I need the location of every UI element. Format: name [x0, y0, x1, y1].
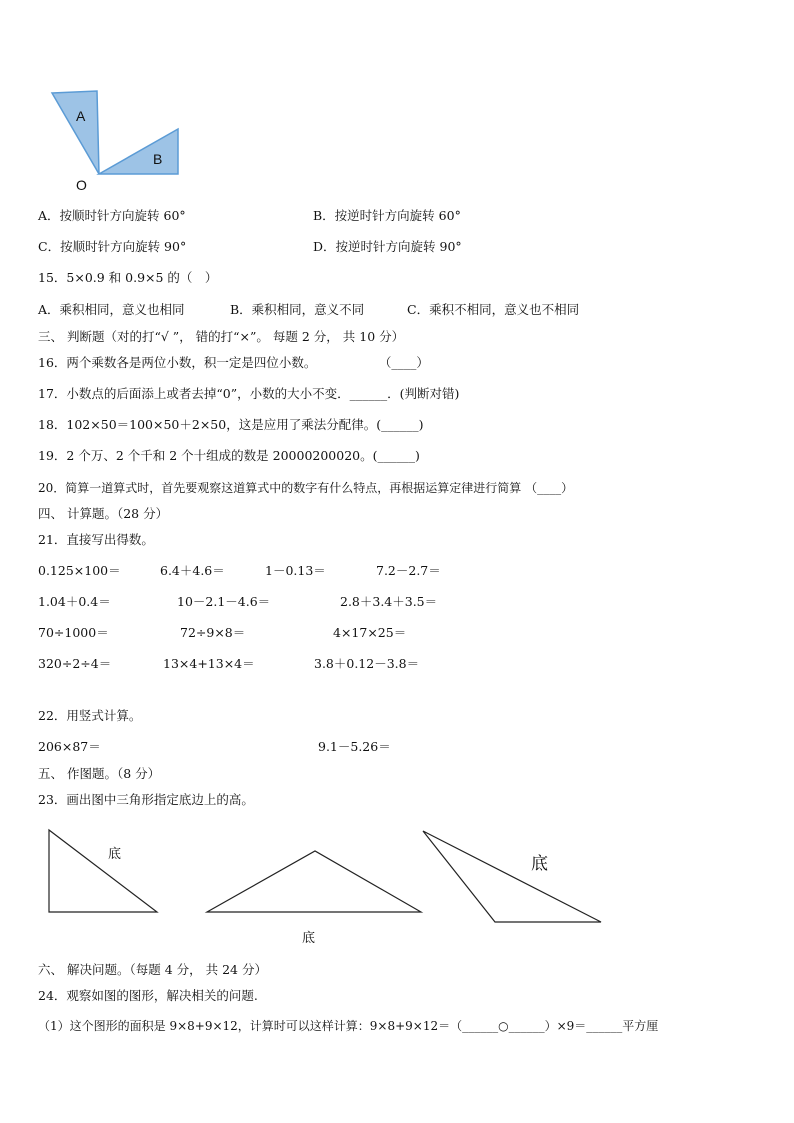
- section6-heading: 六、 解决问题。（每题 4 分， 共 24 分）: [38, 962, 267, 977]
- q17: 17．小数点的后面添上或者去掉“0”，小数的大小不变．______．(判断对错): [38, 386, 460, 401]
- calc-item: 0.125×100＝: [38, 563, 121, 578]
- q18: 18．102×50＝100×50＋2×50，这是应用了乘法分配律。(______): [38, 417, 424, 432]
- calc-item: 1－0.13＝: [265, 563, 326, 578]
- triangle-b: [99, 129, 178, 174]
- calc-item: 72÷9×8＝: [180, 625, 246, 640]
- q20: 20．简算一道算式时，首先要观察这道算式中的数字有什么特点，再根据运算定律进行简算 （____）: [38, 481, 574, 495]
- q23: 23．画出图中三角形指定底边上的高。: [38, 792, 254, 807]
- base-label-3: 底: [531, 854, 548, 874]
- q22-item: 9.1－5.26＝: [318, 739, 391, 754]
- q15-option-c: C．乘积不相同，意义也不相同: [407, 302, 580, 317]
- q22: 22．用竖式计算。: [38, 708, 142, 723]
- q22-item: 206×87＝: [38, 739, 101, 754]
- calc-item: 70÷1000＝: [38, 625, 109, 640]
- triangles-figure: [40, 822, 610, 932]
- q15-stem: 15．5×0.9 和 0.9×5 的（ ）: [38, 270, 218, 285]
- calc-item: 13×4+13×4＝: [163, 656, 255, 671]
- q19: 19．2 个万、2 个千和 2 个十组成的数是 20000200020。(______): [38, 448, 420, 463]
- section5-heading: 五、 作图题。（8 分）: [38, 766, 161, 781]
- label-b: B: [153, 151, 163, 167]
- q15-option-b: B．乘积相同，意义不同: [230, 302, 365, 317]
- label-a: A: [76, 108, 86, 124]
- q16: 16．两个乘数各是两位小数，积一定是四位小数。 （____）: [38, 355, 429, 370]
- calc-item: 7.2－2.7＝: [376, 563, 441, 578]
- calc-item: 2.8＋3.4＋3.5＝: [340, 594, 438, 609]
- calc-item: 320÷2÷4＝: [38, 656, 112, 671]
- slanted-triangle: [423, 831, 601, 922]
- q14-option-d: D．按逆时针方向旋转 90°: [313, 239, 462, 254]
- triangle-a: [52, 91, 99, 174]
- q21: 21．直接写出得数。: [38, 532, 154, 547]
- q14-option-b: B．按逆时针方向旋转 60°: [313, 208, 461, 223]
- section3-heading: 三、 判断题（对的打“√ ”， 错的打“×”。 每题 2 分， 共 10 分）: [38, 329, 405, 344]
- q14-option-a: A．按顺时针方向旋转 60°: [38, 208, 186, 223]
- q24: 24．观察如图的图形，解决相关的问题.: [38, 988, 258, 1003]
- base-label-1: 底: [108, 847, 122, 862]
- calc-item: 10－2.1－4.6＝: [177, 594, 271, 609]
- base-label-2: 底: [302, 931, 316, 946]
- right-triangle: [49, 830, 157, 912]
- calc-item: 1.04＋0.4＝: [38, 594, 111, 609]
- calc-item: 3.8＋0.12－3.8＝: [314, 656, 420, 671]
- q14-option-c: C．按顺时针方向旋转 90°: [38, 239, 187, 254]
- q15-option-a: A．乘积相同，意义也相同: [38, 302, 185, 317]
- calc-item: 6.4＋4.6＝: [160, 563, 225, 578]
- calc-item: 4×17×25＝: [333, 625, 407, 640]
- q24-part1: （1）这个图形的面积是 9×8+9×12，计算时可以这样计算：9×8+9×12＝（______○______）×9＝______平方厘: [38, 1019, 659, 1033]
- label-o: O: [76, 177, 87, 193]
- rotation-figure: [40, 85, 200, 195]
- obtuse-triangle: [207, 851, 421, 912]
- section4-heading: 四、 计算题。（28 分）: [38, 506, 169, 521]
